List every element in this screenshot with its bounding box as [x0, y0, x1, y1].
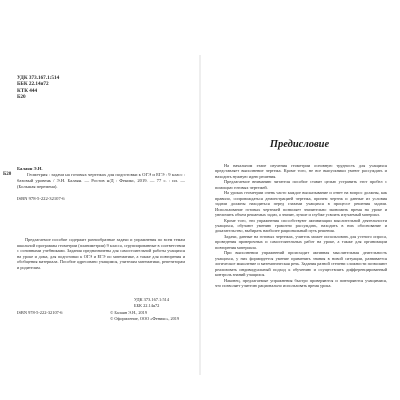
side-author-sign: Б20 [3, 172, 12, 177]
udk-bottom: УДК 373.167.1:514 [134, 297, 170, 302]
classification-codes [17, 75, 59, 100]
preface-paragraph: Предлагаемое вниманию читателя пособие ставит целью устранить этот пробел с помощью готовых чертежей. [215, 179, 387, 190]
preface-paragraph: При выполнении упражнений происходит активная мыслительная деятельность учащихся, у них формируется умение применять знания в новой ситуации, развивается логическое мышление и математическая речь. Задания разной степени сложности позволяют реализовать индивидуальный подход к обучению и осуществлять дифференцированный контроль знаний учащихся. [215, 250, 387, 278]
annotation: Предлагаемое пособие содержит разнообразные задачи и упражнения по всем темам школьной программы геометрии (планиметрии) 9 класса, сгруппированные в соответствии с основными учебниками. Задания предназначены для самостоятельной работы учащихся на уроке и дома, для подготовки к ОГЭ и ЕГЭ по математике, а также для повторения и обобщения материала. Пособие адресовано учащимся, учителям математики, репетиторам и родителям. [17, 237, 185, 270]
copyright-author: © Балаян Э.Н., 2019 [110, 310, 147, 315]
preface-paragraph: На уроках геометрии очень часто каждое высказывание и ответ на вопрос должны, как правило, сопровождаться демонстрацией чертежа, причем чертеж и данные из условия задачи должны находиться перед глазами учащихся в процессе решения задачи. Использование готовых чертежей позволяет значительно экономить время на уроке и увеличить объем решаемых задач, а значит, лучше и глубже усвоить изучаемый материал. [215, 190, 387, 218]
ktk-code: КТК 444 [17, 87, 38, 94]
isbn-bottom: ISBN 978-5-222-32107-6 [17, 310, 63, 315]
bbk-code: ББК 22.14я72 [17, 81, 49, 88]
bottom-classification [134, 297, 169, 308]
author-sign: Б20 [17, 93, 26, 100]
preface-title: Предисловие [269, 139, 330, 150]
preface-paragraph: Задачи, данные на готовых чертежах, учитель может использовать для устного опроса, проведения проверочных и самостоятельных работ на уроке, а также для организации повторения материала. [215, 233, 387, 250]
author-name: Балаян Э.Н. [17, 166, 43, 171]
bibliographic-record [17, 166, 185, 202]
bbk-bottom: ББК 22.14я72 [134, 302, 160, 308]
imprint-page [0, 0, 199, 400]
copyright-design: © Оформление, ООО «Феникс», 2019 [110, 315, 180, 321]
preface-paragraph: Кроме того, эти упражнения способствуют активизации мыслительной деятельности учащихся, обучают умению грамотно рассуждать, находить в них обоснование и доказательство, выбирать наиболее рациональный путь решения. [215, 217, 387, 234]
copyright [110, 310, 179, 321]
udk-code: УДК 373.167.1:514 [17, 75, 60, 81]
preface-body [215, 163, 387, 288]
bibliographic-description: Геометрия : задачи на готовых чертежах для подготовки к ОГЭ и ЕГЭ : 9 класс : базовый уровень / Э.Н. Балаян. — Ростов н/Д : Феникс, 2019. — 77 с. : ил. — (Большая перемена). [17, 172, 185, 189]
preface-paragraph: Наконец, предлагаемые упражнения быстро проверяются и повторяются учащимися, что позволяет учителю рационально использовать время урока. [215, 277, 387, 288]
preface-paragraph: На начальном этапе изучения геометрии основную трудность для учащихся представляет выполнение чертежа. Кроме того, не все выпускники умеют рассуждать и находить нужную идею решения. [215, 163, 387, 179]
isbn: ISBN 978-5-222-32107-6 [17, 196, 65, 201]
